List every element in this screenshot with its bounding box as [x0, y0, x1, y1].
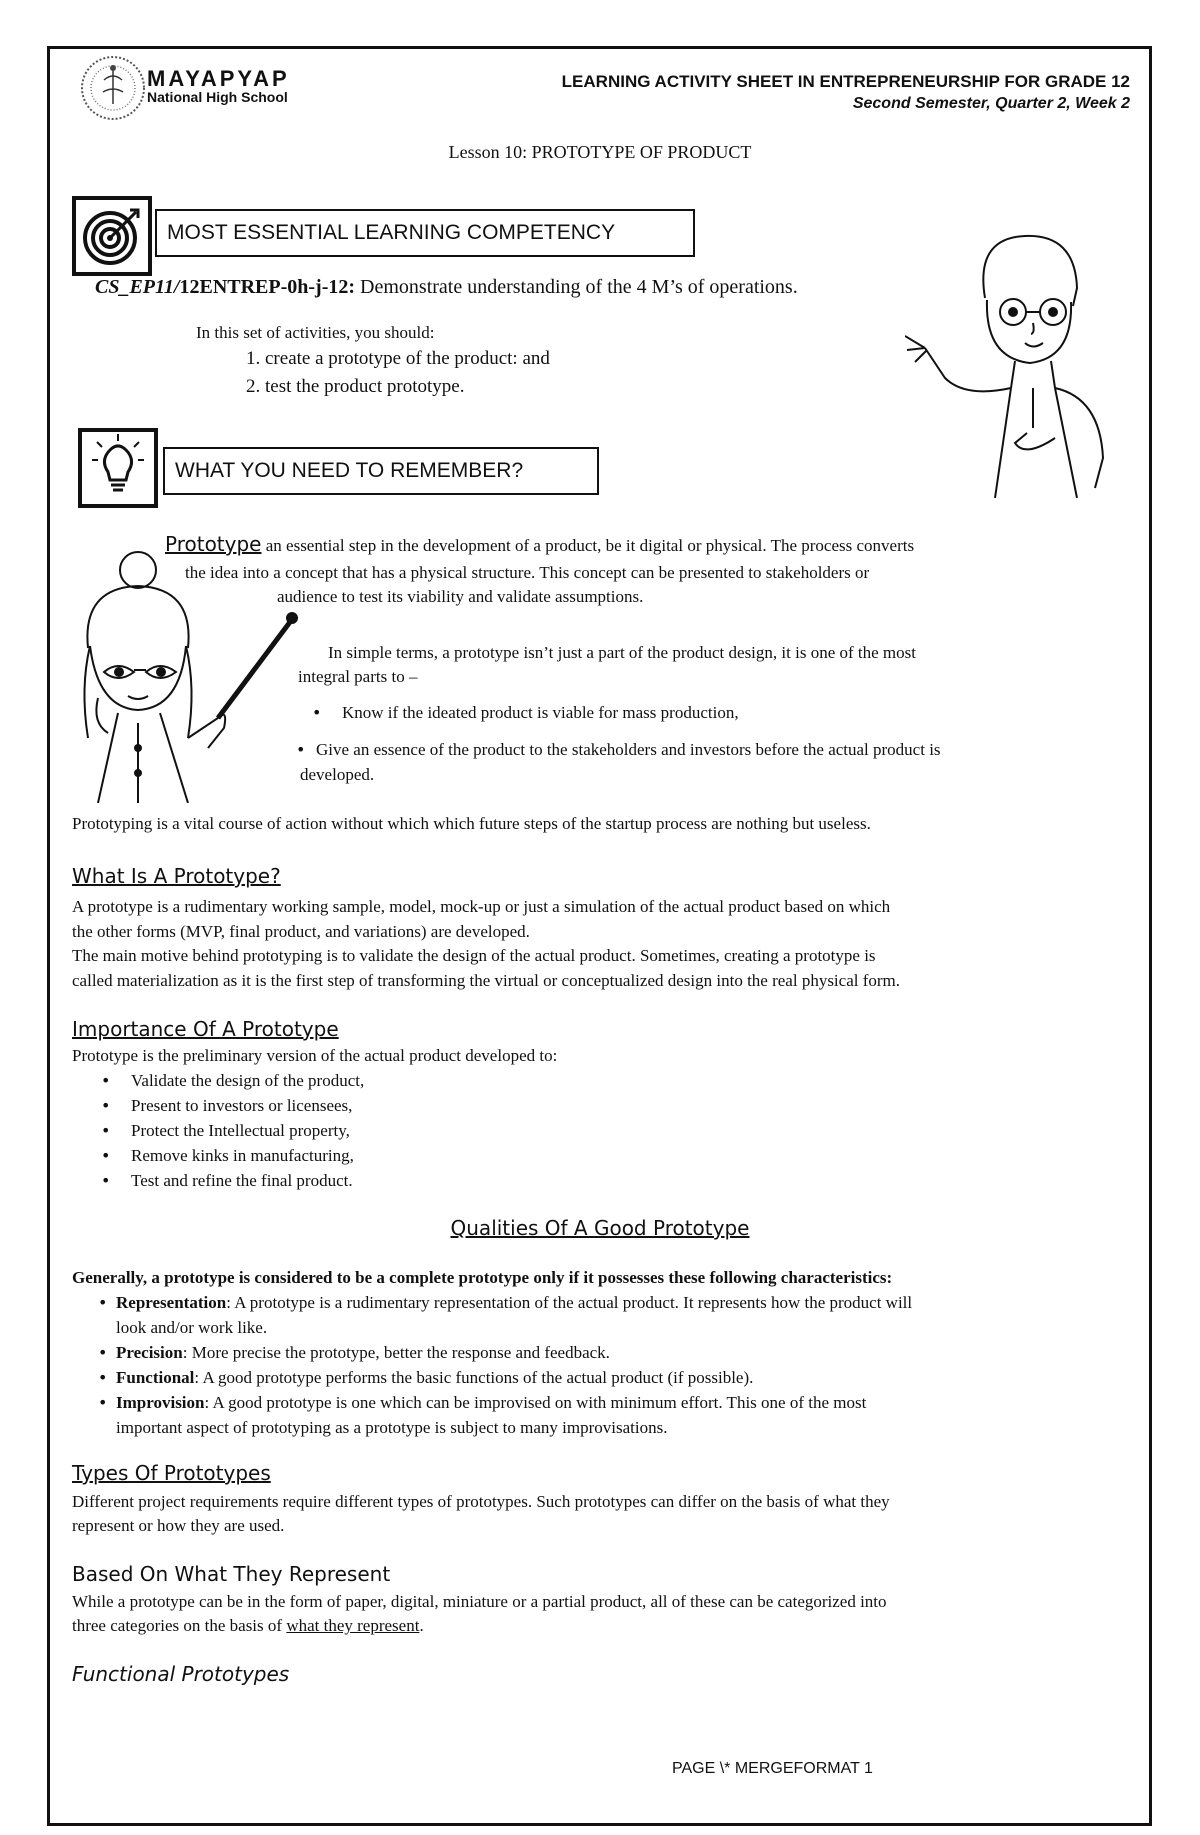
functional-heading: Functional Prototypes [72, 1662, 290, 1686]
quality-text: : A good prototype is one which can be improvised on with minimum effort. This one of the most [204, 1393, 867, 1412]
target-icon [72, 196, 152, 276]
paragraph-line: Different project requirements require different types of prototypes. Such prototypes can differ on the basis of what they [72, 1492, 890, 1511]
quality-text: look and/or work like. [116, 1318, 268, 1337]
quality-text: : More precise the prototype, better the response and feedback. [182, 1343, 610, 1362]
objective-item: 2. test the product prototype. [246, 376, 465, 397]
quality-text: : A good prototype performs the basic functions of the actual product (if possible). [194, 1368, 754, 1387]
list-item: • Know if the ideated product is viable for mass production, [306, 700, 739, 725]
objectives-intro: In this set of activities, you should: [196, 323, 435, 342]
school-seal-logo [70, 52, 156, 124]
teacher-girl-illustration [68, 548, 308, 803]
paragraph-line: A prototype is a rudimentary working sample, model, mock-up or just a simulation of the actual product based on which [72, 897, 891, 916]
sheet-title: LEARNING ACTIVITY SHEET IN ENTREPRENEURSHIP FOR GRADE 12 [561, 72, 1130, 91]
paragraph-line: represent or how they are used. [72, 1516, 285, 1535]
lesson-title: Lesson 10: PROTOTYPE OF PRODUCT [448, 142, 752, 162]
prototype-term: Prototype [165, 532, 262, 556]
definition-text: the idea into a concept that has a physical structure. This concept can be presented to stakeholders or [185, 563, 870, 582]
page-footer: PAGE \* MERGEFORMAT 1 [672, 1760, 873, 1777]
quality-text: : A prototype is a rudimentary representation of the actual product. It represents how the product will [226, 1293, 913, 1312]
what-is-heading: What Is A Prototype? [72, 864, 281, 888]
list-item-continuation: developed. [300, 765, 375, 784]
quality-term: Representation [116, 1293, 227, 1312]
remember-heading: WHAT YOU NEED TO REMEMBER? [163, 447, 599, 495]
school-subtitle: National High School [147, 89, 288, 105]
teacher-boy-illustration [905, 228, 1115, 498]
types-heading: Types Of Prototypes [72, 1461, 271, 1485]
lightbulb-icon [78, 428, 158, 508]
qualities-heading [0, 1216, 1200, 1240]
paragraph-line: called materialization as it is the first step of transforming the virtual or conceptualized design into the real physical form. [72, 971, 901, 990]
list-item: • Give an essence of the product to the stakeholders and investors before the actual product is [290, 737, 1140, 762]
paragraph-text: . [419, 1616, 424, 1635]
list-item: • Validate the design of the product, [95, 1068, 364, 1093]
vital-statement: Prototyping is a vital course of action without which which future steps of the startup process are nothing but useless. [72, 814, 871, 833]
objective-item: 1. create a prototype of the product: and [246, 348, 550, 369]
school-name: MAYAPYAP [147, 66, 290, 91]
essence-list [306, 700, 739, 725]
paragraph-line: While a prototype can be in the form of paper, digital, miniature or a partial product, all of these can be categorized into [72, 1592, 887, 1611]
underlined-phrase: what they represent [286, 1616, 420, 1635]
quality-term: Improvision [116, 1393, 205, 1412]
importance-heading: Importance Of A Prototype [72, 1017, 339, 1041]
list-item: • Present to investors or licensees, [95, 1093, 364, 1118]
list-item: • Protect the Intellectual property, [95, 1118, 364, 1143]
essence-list [290, 737, 1140, 762]
represent-heading: Based On What They Represent [72, 1562, 391, 1586]
list-item: • Test and refine the final product. [95, 1168, 364, 1193]
paragraph-line: the other forms (MVP, final product, and variations) are developed. [72, 922, 530, 941]
qualities-heading-text: Qualities Of A Good Prototype [450, 1216, 750, 1240]
competency-text: Demonstrate understanding of the 4 M’s of operations. [355, 276, 798, 298]
list-item [98, 1290, 1138, 1340]
prototype-definition-line [165, 532, 914, 558]
competency-heading: MOST ESSENTIAL LEARNING COMPETENCY [155, 209, 695, 257]
paragraph-line: The main motive behind prototyping is to validate the design of the actual product. Sometimes, creating a prototype is [72, 946, 876, 965]
definition-text: audience to test its viability and validate assumptions. [277, 587, 644, 606]
importance-list [95, 1068, 364, 1193]
quality-text: important aspect of prototyping as a prototype is subject to many improvisations. [116, 1418, 668, 1437]
definition-text: an essential step in the development of a product, be it digital or physical. The process converts [261, 536, 915, 555]
paragraph-text: three categories on the basis of [72, 1616, 287, 1635]
competency-code-part2: 12ENTREP-0h-j-12: [179, 276, 356, 298]
quality-term: Functional [116, 1368, 195, 1387]
list-item [98, 1340, 1138, 1365]
qualities-intro: Generally, a prototype is considered to be a complete prototype only if it possesses these following characteristics: [72, 1268, 893, 1287]
competency-statement [95, 276, 798, 299]
list-item: • Remove kinks in manufacturing, [95, 1143, 364, 1168]
sheet-subtitle: Second Semester, Quarter 2, Week 2 [852, 95, 1130, 112]
list-item [98, 1390, 1138, 1440]
importance-intro: Prototype is the preliminary version of the actual product developed to: [72, 1046, 558, 1065]
qualities-list [98, 1290, 1138, 1440]
competency-code-part1: CS_EP11/ [95, 276, 180, 298]
paragraph-line [72, 1613, 424, 1638]
simple-terms-text: In simple terms, a prototype isn’t just a part of the product design, it is one of the most [328, 643, 916, 662]
quality-term: Precision [116, 1343, 183, 1362]
simple-terms-text: integral parts to – [298, 667, 418, 686]
list-item [98, 1365, 1138, 1390]
